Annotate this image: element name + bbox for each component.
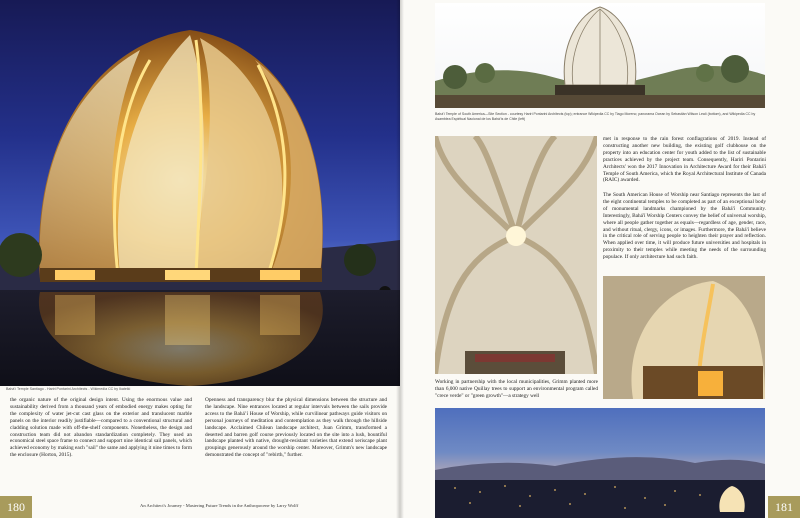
left-column-2: Openness and transparency blur the physical dimensions between the structure and the landscape. Nine entrances located at regular intervals between the sails provide access to the Bahá’í House of Worship, while curvilinear pathways guide visitors on personal journeys of meditation and contemplation as they walk through the hillside landscape. Acclaimed Chilean landscape architect, Juan Grimm, transformed a deserted and barren golf course previously located on the site into a lush, bountiful landscape planted with native, drought-resistant varieties that extend xeriscape plant groupings generously around the worship center. Moreover, Grimm's new landscape demonstrated the concept of "rebirth," further. bbox=[205, 397, 387, 459]
dome-interior-photo bbox=[435, 136, 597, 374]
page-number-left: 180 bbox=[0, 496, 32, 518]
right-page bbox=[400, 0, 800, 518]
temple-night-photo bbox=[0, 0, 400, 386]
site-section-drawing bbox=[435, 3, 765, 108]
temple-illustration bbox=[0, 0, 400, 386]
interior-illustration bbox=[435, 136, 597, 374]
right-para-3: Working in partnership with the local municipalities, Grimm planted more than 6,000 native Quillay trees to support an environmental program called "crece verde" or "green growth"—a strategy well bbox=[435, 379, 598, 399]
site-section-image bbox=[435, 3, 765, 108]
hero-caption: Bahá'í Temple Santiago - Hariri Pontarini Architects - Wikimedia CC by Ikateiki bbox=[6, 387, 131, 391]
page-number-right: 181 bbox=[768, 496, 800, 518]
city-illustration bbox=[435, 408, 765, 518]
city-panorama-photo bbox=[435, 408, 765, 518]
dusk-illustration bbox=[603, 276, 765, 399]
temple-dusk-photo bbox=[603, 276, 765, 399]
right-para-2: The South American House of Worship near Santiago represents the last of the eight continental temples to be completed as part of an exceptional body of monumental landmarks championed by the Bahá'í Community. Interestingly, Bahá'í Worship Centers convey the belief of universal worship, where all people gather together as equals—regardless of age, gender, race, and without ritual, clergy, icons, or images. Furthermore, the Bahá'í believe in the critical role of serving people to heighten their prayer and reflection. When applied over time, it will produce future universities and hospitals in proximity to their temples while meeting the needs of the surrounding populace. If only architecture had such faith. bbox=[603, 192, 766, 261]
right-para-1: met in response to the rain forest conflagrations of 2019. Instead of constructing another new building, the existing golf clubhouse on the property into an education center for youth added to the list of sustainable practices achieved by the project team. Consequently, Hariri Pontarini Architects' won the 2017 Innovation in Architecture Award for their Bahá'í Temple of South America, which the Royal Architectural Institute of Canada (RAIC) awarded. bbox=[603, 136, 766, 184]
left-column-1: the organic nature of the original design intent. Using the enormous value and sustainability derived from a thousand years of embodied energy makes opting for the complexity of water jet-cut cast glass on the exterior and translucent marble panels on the interior readily justifiable—compared to a conventional structural and cladding solution made with off-the-shelf components. Nonetheless, the design and construction team did not abandon standardization completely. They used an economical steel space frame to connect and support nine identical sail panels, which achieved economy by making each "sail" the same and applying it nine times to form the enclosure (Horton, 2015). bbox=[10, 397, 192, 459]
book-gutter bbox=[396, 0, 404, 518]
running-footer: An Architect's Journey - Mastering Future Trends in the Anthropocene by Larry Wolff bbox=[140, 503, 299, 508]
top-image-caption: Bahá'í Temple of South America—Site Section - courtesy Hariri Pontarini Architects (top); entrance Wikipedia CC by Tiago Moreno; panorama Ocean by Sebastián Wilson Lealí (bottom), and Wikipedia CC by Asamblea Espiritual Nacional de los Bahá'ís de Chile (left) bbox=[435, 112, 756, 121]
